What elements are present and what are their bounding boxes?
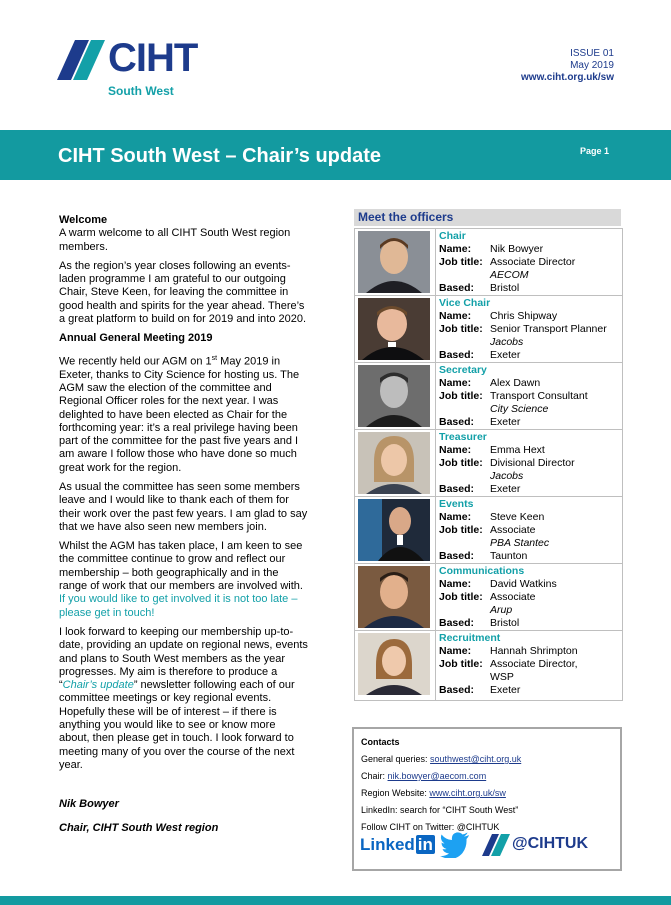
officer-based: Bristol: [490, 282, 520, 294]
officer-role: Treasurer: [439, 431, 487, 443]
twitter-handle[interactable]: @CIHTUK: [512, 835, 589, 852]
officer-name: Nik Bowyer: [490, 243, 544, 255]
officer-company: PBA Stantec: [490, 537, 550, 549]
officer-job: Divisional Director: [490, 457, 575, 469]
paragraph: Whilst the AGM has taken place, I am keen to see the committee continue to grow and reflect our membership – both geographically and in the range of work that our members are involved with. If you would like to get involved it is not too late – please get in touch!: [59, 540, 303, 619]
welcome-heading: Welcome: [59, 214, 108, 226]
officer-based: Taunton: [490, 550, 528, 562]
contact-chair: Chair: nik.bowyer@aecom.com: [361, 771, 487, 781]
paragraph: As usual the committee has seen some members leave and I would like to thank each of them for their work over the past few years. I am glad to say that we have also seen new members join.: [59, 481, 308, 533]
officer-name: Hannah Shrimpton: [490, 645, 578, 657]
paragraph: We recently held our AGM on 1st May 2019 in Exeter, thanks to City Science for hosting us. The AGM saw the election of the committee and Regional Officer roles for the next year. I was delighted to have been elected as Chair for the forthcoming year: it’s a real privilege having been part of the committee for the past five years and I am aware I follow those who have done so much great work for the region.: [59, 354, 300, 474]
officer-company: WSP: [490, 671, 514, 683]
officers-table: [354, 228, 623, 701]
officer-photo: [358, 298, 430, 360]
contacts-heading: Contacts: [361, 737, 400, 747]
officer-job: Associate Director,: [490, 658, 578, 670]
officer-based: Exeter: [490, 483, 521, 495]
officer-role: Chair: [439, 230, 466, 242]
officer-row: Communications Name: David Watkins Job title: Associate Arup Based: Bristol: [355, 564, 622, 631]
officer-name: Alex Dawn: [490, 377, 541, 389]
officer-job: Associate: [490, 591, 536, 603]
contact-twitter: Follow CIHT on Twitter: @CIHTUK: [361, 822, 500, 832]
page-number: Page 1: [580, 146, 610, 156]
contact-general: General queries: southwest@ciht.org.uk: [361, 754, 522, 764]
issue-number: ISSUE 01: [570, 48, 614, 59]
officer-based: Bristol: [490, 617, 520, 629]
paragraph: I look forward to keeping our membership up-to-date, providing an update on regional news, events and plans to South West members as the year progresses. My aim is therefore to produce a “Chair’s update” newsletter following each of our committee meetings or key regional events. Hopefully these will be of interest – if there is anything you would like to see or know more about, then please get in touch. I look forward to meeting many of you over the course of the next year.: [59, 625, 308, 771]
officer-based: Exeter: [490, 349, 521, 361]
officer-company: Jacobs: [490, 470, 524, 482]
issue-info: [521, 48, 614, 84]
officer-role: Events: [439, 498, 474, 510]
officers-heading: Meet the officers: [358, 210, 454, 224]
officer-row: Treasurer Name: Emma Hext Job title: Divisional Director Jacobs Based: Exeter: [355, 430, 622, 497]
agm-heading: Annual General Meeting 2019: [59, 332, 213, 345]
issue-url[interactable]: www.ciht.org.uk/sw: [521, 72, 614, 83]
officer-name: Emma Hext: [490, 444, 545, 456]
region-name: South West: [108, 84, 174, 98]
paragraph: A warm welcome to all CIHT South West region members.: [59, 227, 291, 253]
officer-row: Secretary Name: Alex Dawn Job title: Transport Consultant City Science Based: Exeter: [355, 363, 622, 430]
officer-role: Vice Chair: [439, 297, 491, 309]
chair-email-link[interactable]: nik.bowyer@aecom.com: [387, 771, 487, 781]
officer-name: Steve Keen: [490, 511, 545, 523]
contact-website: Region Website: www.ciht.org.uk/sw: [361, 788, 506, 798]
twitter-icon[interactable]: [440, 832, 470, 858]
officer-photo: [358, 566, 430, 628]
officer-job: Associate: [490, 524, 536, 536]
officer-based: Exeter: [490, 684, 521, 696]
ciht-small-logo-icon: [482, 834, 510, 856]
article-body: [59, 214, 309, 841]
officer-company: Jacobs: [490, 336, 524, 348]
footer-bar: [0, 896, 671, 905]
officer-based: Exeter: [490, 416, 521, 428]
ciht-logo-text: CIHT: [108, 36, 198, 80]
officer-row: Events Name: Steve Keen Job title: Associate PBA Stantec Based: Taunton: [355, 497, 622, 564]
officer-role: Recruitment: [439, 632, 501, 644]
general-email-link[interactable]: southwest@ciht.org.uk: [430, 754, 522, 764]
issue-date: May 2019: [570, 60, 614, 71]
page-title: CIHT South West – Chair’s update: [58, 145, 381, 167]
officer-row: Chair Name: Nik Bowyer Job title: Associate Director AECOM Based: Bristol: [355, 229, 622, 296]
officer-company: City Science: [490, 403, 549, 415]
officer-photo: [358, 499, 430, 561]
officers-heading-bar: [354, 209, 621, 226]
officer-role: Secretary: [439, 364, 487, 376]
contact-linkedin: LinkedIn: search for “CIHT South West”: [361, 805, 519, 815]
officer-role: Communications: [439, 565, 525, 577]
signature-title: Chair, CIHT South West region: [59, 821, 219, 834]
officer-job: Senior Transport Planner: [490, 323, 607, 335]
officer-row: Recruitment Name: Hannah Shrimpton Job title: Associate Director, WSP Based: Exeter: [355, 631, 622, 700]
officer-name: Chris Shipway: [490, 310, 558, 322]
officer-photo: [358, 633, 430, 695]
officer-photo: [358, 432, 430, 494]
paragraph: As the region’s year closes following an events-laden programme I am grateful to our outgoing Chair, Steve Keen, for leaving the committee in good health and spirits for the year ahead. There’s a great platform to build on for 2019 and into 2020.: [59, 259, 307, 326]
officer-name: David Watkins: [490, 578, 557, 590]
website-link[interactable]: www.ciht.org.uk/sw: [429, 788, 506, 798]
linkedin-icon[interactable]: Linked in: [360, 835, 433, 854]
officer-photo: [358, 231, 430, 293]
social-logos: [360, 832, 610, 860]
officer-job: Transport Consultant: [490, 390, 588, 402]
officer-company: Arup: [490, 604, 513, 616]
signature-name: Nik Bowyer: [59, 798, 119, 811]
ciht-logo-mark: [57, 40, 105, 80]
officer-photo: [358, 365, 430, 427]
officer-job: Associate Director: [490, 256, 576, 268]
officer-company: AECOM: [490, 269, 529, 281]
officer-row: Vice Chair Name: Chris Shipway Job title: Senior Transport Planner Jacobs Based: Exeter: [355, 296, 622, 363]
